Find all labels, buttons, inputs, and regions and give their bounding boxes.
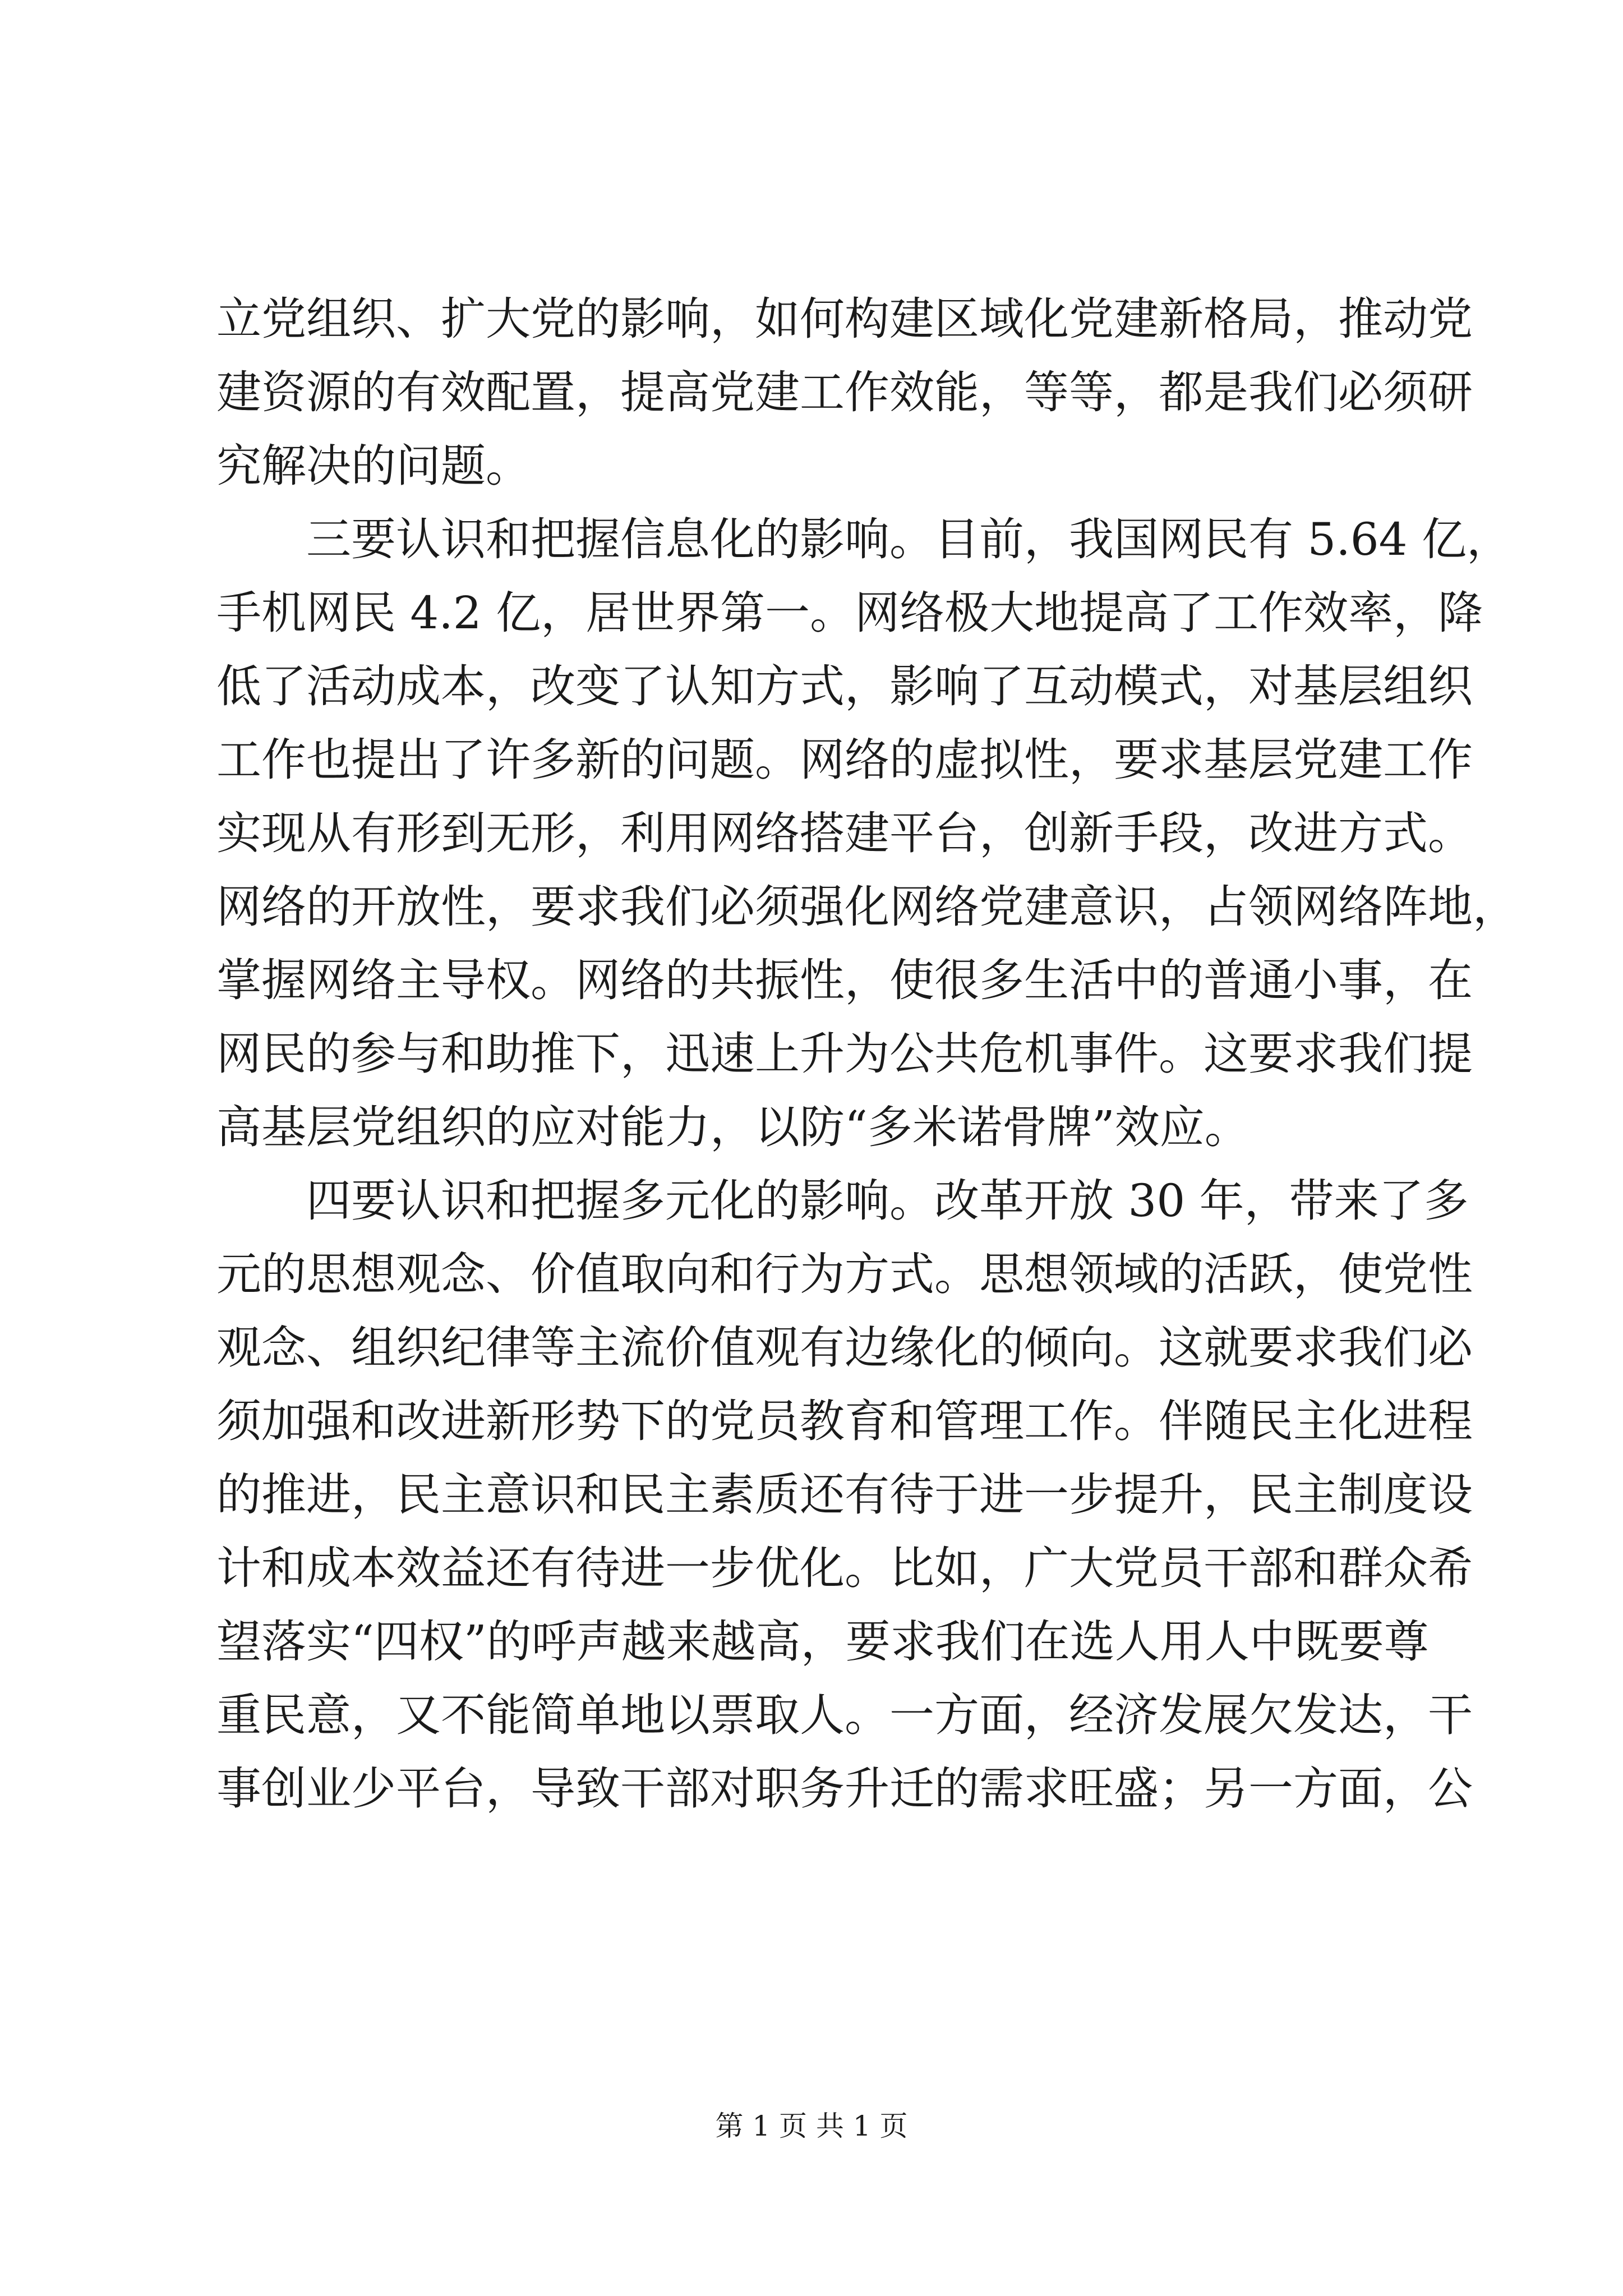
page-footer: [0, 2109, 1623, 2143]
paragraph-1: [216, 282, 1473, 503]
text-line: 计和成本效益还有待进一步优化。比如，广大党员干部和群众希: [216, 1542, 1473, 1594]
text-line: 实现从有形到无形，利用网络搭建平台，创新手段，改进方式。: [216, 807, 1473, 859]
text-line: 元的思想观念、价值取向和行为方式。思想领域的活跃，使党性: [216, 1248, 1473, 1300]
text-line: 观念、组织纪律等主流价值观有边缘化的倾向。这就要求我们必: [216, 1322, 1473, 1374]
text-line: 望落实“四权”的呼声越来越高，要求我们在选人用人中既要尊: [216, 1616, 1429, 1668]
text-line: 高基层党组织的应对能力，以防“多米诺骨牌”效应。: [216, 1101, 1249, 1153]
text-line: 四要认识和把握多元化的影响。改革开放 30 年，带来了多: [306, 1175, 1469, 1227]
text-line: 的推进，民主意识和民主素质还有待于进一步提升，民主制度设: [216, 1469, 1473, 1521]
text-line: 手机网民 4.2 亿，居世界第一。网络极大地提高了工作效率，降: [216, 587, 1483, 639]
paragraph-3: [216, 1164, 1473, 1825]
text-line: 工作也提出了许多新的问题。网络的虚拟性，要求基层党建工作: [216, 734, 1473, 786]
text-line: 须加强和改进新形势下的党员教育和管理工作。伴随民主化进程: [216, 1395, 1473, 1447]
text-line: 建资源的有效配置，提高党建工作效能，等等，都是我们必须研: [216, 366, 1473, 418]
text-line: 三要认识和把握信息化的影响。目前，我国网民有 5.64 亿，: [306, 513, 1511, 565]
text-line: 重民意，又不能简单地以票取人。一方面，经济发展欠发达，干: [216, 1689, 1473, 1741]
paragraph-2: [216, 503, 1518, 1164]
text-line: 网民的参与和助推下，迅速上升为公共危机事件。这要求我们提: [216, 1028, 1473, 1080]
document-body: [216, 282, 1518, 1825]
text-line: 事创业少平台，导致干部对职务升迁的需求旺盛；另一方面，公: [216, 1763, 1473, 1815]
text-line: 网络的开放性，要求我们必须强化网络党建意识，占领网络阵地，: [216, 881, 1518, 933]
page-number-label: 第 1 页 共 1 页: [715, 2110, 908, 2142]
text-line: 立党组织、扩大党的影响，如何构建区域化党建新格局，推动党: [216, 293, 1473, 345]
text-line: 掌握网络主导权。网络的共振性，使很多生活中的普通小事，在: [216, 954, 1473, 1006]
text-line: 低了活动成本，改变了认知方式，影响了互动模式，对基层组织: [216, 660, 1473, 712]
text-line: 究解决的问题。: [216, 440, 531, 492]
